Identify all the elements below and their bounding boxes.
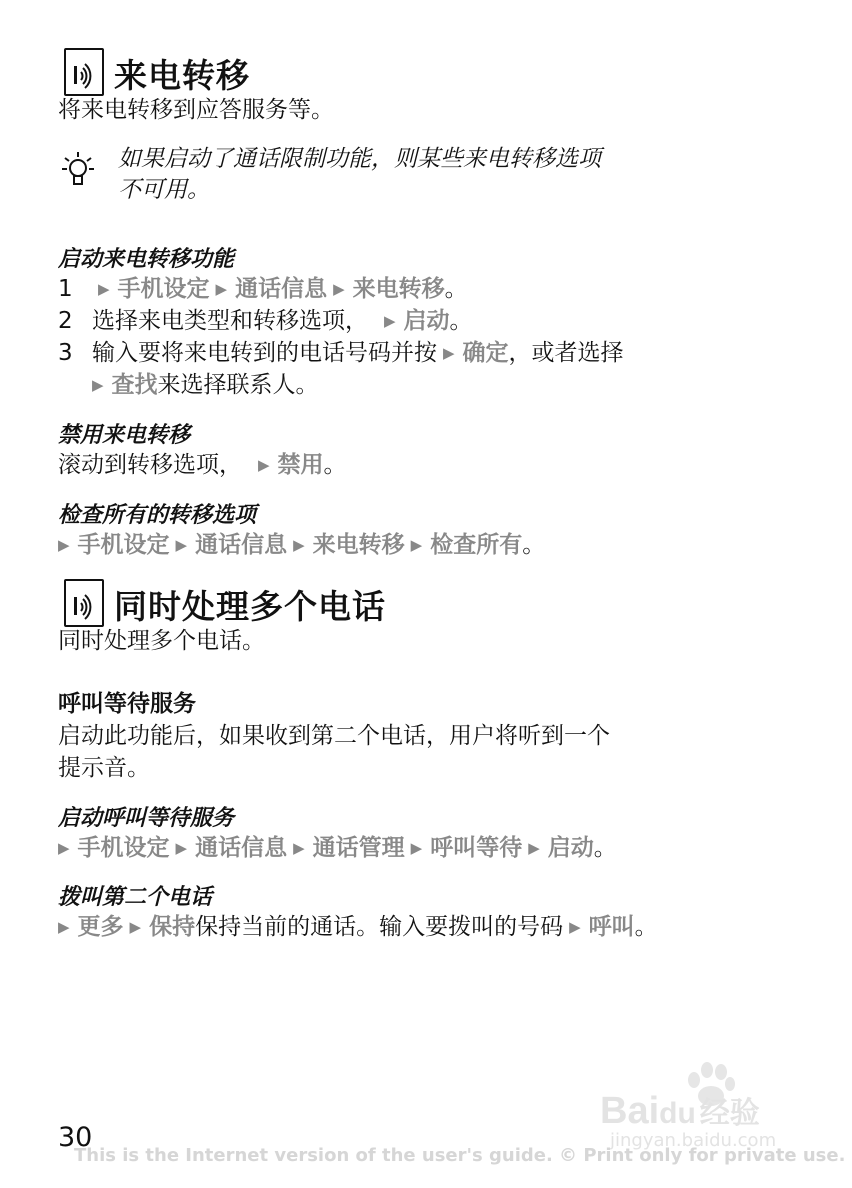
arrow-icon: ▶	[569, 918, 581, 936]
step-2	[58, 305, 473, 337]
arrow-icon: ▶	[58, 839, 70, 857]
step-number: 1	[58, 276, 73, 302]
menu-item: 手机设定	[77, 835, 170, 861]
page-number: 30	[58, 1122, 93, 1153]
menu-item: 禁用	[277, 452, 324, 478]
step-text: 选择来电类型和转移选项，	[92, 308, 368, 334]
arrow-icon: ▶	[58, 536, 70, 554]
arrow-icon: ▶	[175, 536, 188, 554]
section-intro: 将来电转移到应答服务等。	[58, 97, 334, 123]
menu-item: 确定	[462, 340, 509, 366]
arrow-icon: ▶	[410, 536, 423, 554]
step-number: 3	[58, 340, 73, 366]
arrow-icon: ▶	[258, 456, 270, 474]
watermark-cn: 经验	[699, 1097, 760, 1130]
menu-item: 保持	[149, 914, 196, 940]
menu-item: 检查所有	[430, 532, 523, 558]
arrow-icon: ▶	[333, 280, 345, 298]
menu-item: 通话信息	[235, 276, 328, 302]
step-text: 来选择联系人。	[157, 372, 319, 398]
subheading-disable-divert: 禁用来电转移	[58, 423, 191, 448]
punct: 。	[522, 532, 546, 558]
menu-item: 启动	[403, 308, 450, 334]
instruction-text: 保持当前的通话。输入要拨叫的号码	[195, 914, 564, 940]
arrow-icon: ▶	[92, 376, 104, 394]
subheading-enable-call-waiting: 启动呼叫等待服务	[58, 806, 235, 831]
step-text: 输入要将来电转到的电话号码并按	[92, 340, 437, 366]
lightbulb-tip-icon	[60, 150, 100, 198]
network-service-icon	[64, 48, 104, 96]
menu-item: 来电转移	[352, 276, 445, 302]
arrow-icon: ▶	[443, 344, 455, 362]
footer-notice: This is the Internet version of the user's guide. © Print only for private use.	[74, 1145, 846, 1166]
watermark-brand: Bai	[600, 1090, 660, 1132]
arrow-icon: ▶	[293, 536, 305, 554]
menu-item: 通话信息	[195, 835, 288, 861]
step-1	[58, 273, 468, 305]
subheading-call-waiting: 呼叫等待服务	[58, 691, 196, 717]
subheading-check-all: 检查所有的转移选项	[58, 503, 257, 528]
arrow-icon: ▶	[215, 280, 228, 298]
menu-item: 查找	[111, 372, 158, 398]
arrow-icon: ▶	[129, 918, 142, 936]
punct: 。	[323, 452, 347, 478]
section-title-multiple-calls: 同时处理多个电话	[114, 587, 386, 626]
punct: 。	[444, 276, 468, 302]
arrow-icon: ▶	[384, 312, 396, 330]
punct: 。	[449, 308, 473, 334]
section-intro: 同时处理多个电话。	[58, 628, 265, 654]
enable-call-waiting-path	[52, 832, 617, 864]
arrow-icon: ▶	[58, 918, 70, 936]
network-service-icon	[64, 579, 104, 627]
menu-item: 呼叫等待	[430, 835, 523, 861]
step-3-continued	[86, 369, 319, 401]
baidu-jingyan-watermark	[600, 1060, 810, 1150]
arrow-icon: ▶	[175, 839, 188, 857]
menu-item: 手机设定	[117, 276, 210, 302]
menu-item: 来电转移	[312, 532, 405, 558]
tip-text-line-2: 不可用。	[118, 177, 210, 203]
menu-item: 通话信息	[195, 532, 288, 558]
call-waiting-desc-line-2: 提示音。	[58, 755, 150, 781]
arrow-icon: ▶	[410, 839, 423, 857]
menu-item: 手机设定	[77, 532, 170, 558]
menu-item: 通话管理	[312, 835, 405, 861]
menu-item: 呼叫	[588, 914, 635, 940]
section-title-call-divert: 来电转移	[114, 56, 250, 95]
step-text: ，或者选择	[508, 340, 624, 366]
subheading-second-call: 拨叫第二个电话	[58, 885, 213, 910]
punct: 。	[634, 914, 658, 940]
tip-text-line-1: 如果启动了通话限制功能，则某些来电转移选项	[118, 146, 601, 172]
call-waiting-desc-line-1: 启动此功能后，如果收到第二个电话，用户将听到一个	[58, 723, 610, 749]
arrow-icon: ▶	[528, 839, 540, 857]
arrow-icon: ▶	[293, 839, 305, 857]
menu-item: 启动	[547, 835, 594, 861]
step-number: 2	[58, 308, 73, 334]
subheading-enable-divert: 启动来电转移功能	[58, 247, 235, 272]
watermark-url: jingyan.baidu.com	[610, 1130, 777, 1151]
second-call-instruction	[52, 911, 658, 943]
step-3	[58, 337, 624, 369]
disable-instruction	[58, 449, 347, 481]
check-all-path	[52, 529, 545, 561]
watermark-brand-2: du	[659, 1097, 696, 1130]
arrow-icon: ▶	[98, 280, 110, 298]
menu-item: 更多	[77, 914, 124, 940]
instruction-text: 滚动到转移选项，	[58, 452, 242, 478]
punct: 。	[593, 835, 617, 861]
